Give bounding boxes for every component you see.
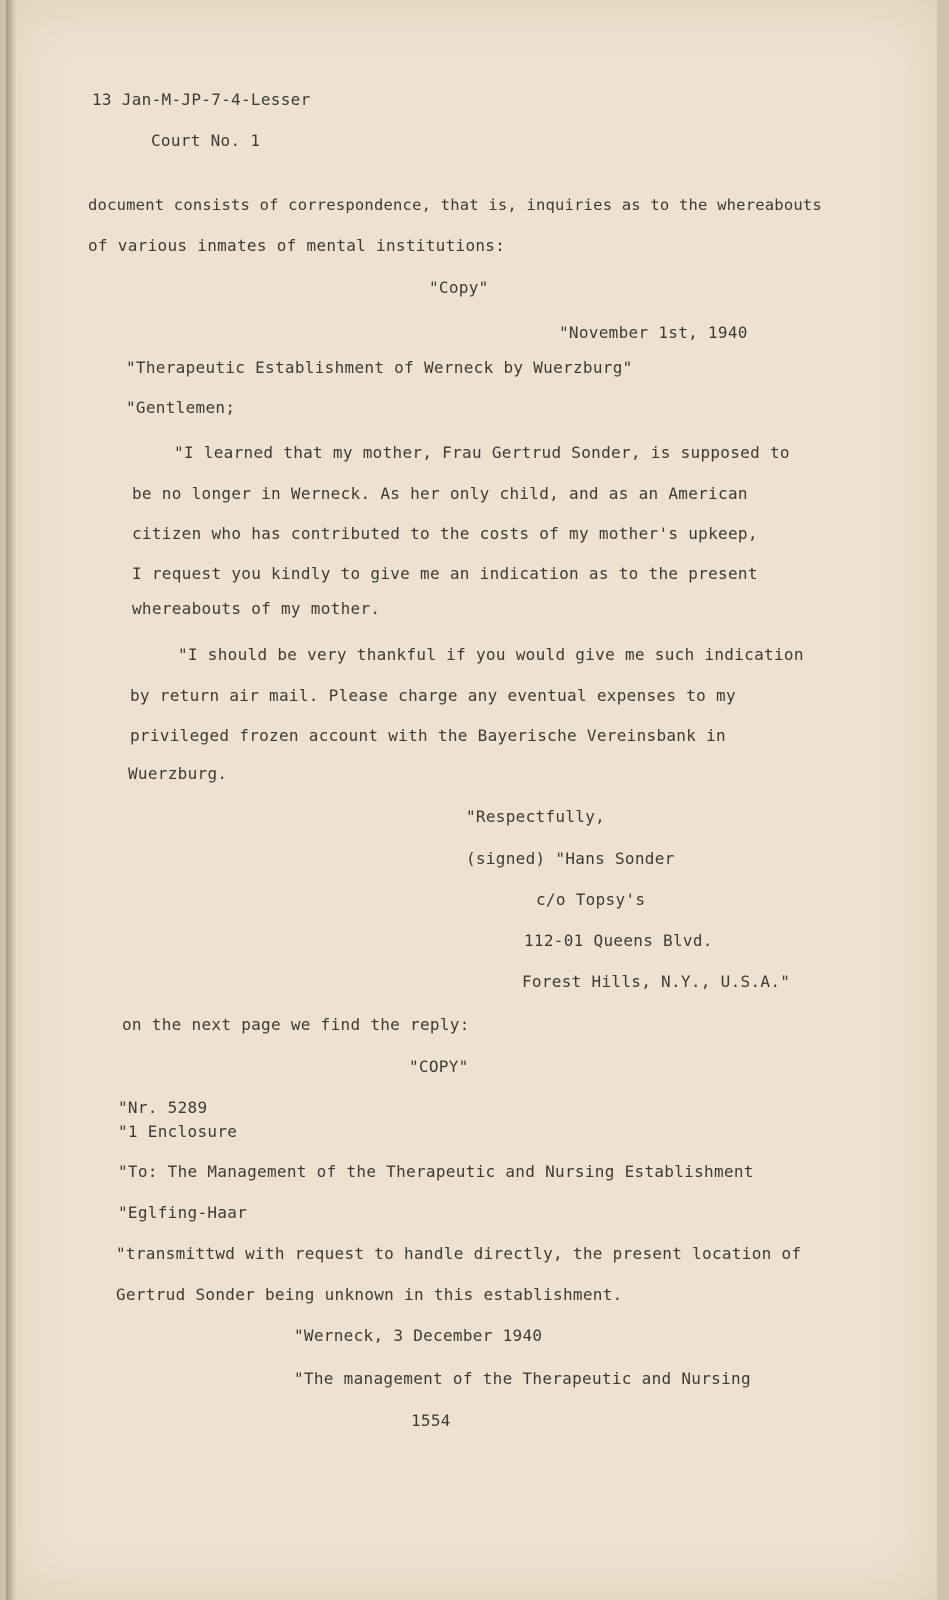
intro-line-2: of various inmates of mental institutions:: [88, 236, 506, 255]
sender-address-1: c/o Topsy's: [536, 890, 646, 909]
letter-copy-label: "Copy": [429, 278, 489, 297]
letter-salutation: "Gentlemen;: [126, 398, 236, 417]
reply-enclosure: "1 Enclosure: [118, 1122, 238, 1141]
letter-p1-line-3: citizen who has contributed to the costs of my mother's upkeep,: [132, 524, 758, 543]
letter-date: "November 1st, 1940: [559, 323, 748, 342]
letter-p2-line-2: by return air mail. Please charge any eventual expenses to my: [130, 686, 736, 705]
letter-p2-line-1: "I should be very thankful if you would give me such indication: [178, 645, 804, 664]
reply-intro: on the next page we find the reply:: [122, 1015, 470, 1034]
header-ref: 13 Jan-M-JP-7-4-Lesser: [92, 90, 311, 109]
letter-p1-line-2: be no longer in Werneck. As her only child, and as an American: [132, 484, 748, 503]
intro-line-1: document consists of correspondence, that is, inquiries as to the whereabouts: [88, 196, 822, 214]
reply-number: "Nr. 5289: [118, 1098, 208, 1117]
reply-recipient: "To: The Management of the Therapeutic and Nursing Establishment: [118, 1162, 754, 1181]
letter-p1-line-4: I request you kindly to give me an indication as to the present: [132, 564, 758, 583]
page-number: 1554: [411, 1411, 451, 1430]
reply-body-line-1: "transmittwd with request to handle directly, the present location of: [116, 1244, 802, 1263]
letter-p2-line-4: Wuerzburg.: [128, 764, 228, 783]
letter-addressee: "Therapeutic Establishment of Werneck by Wuerzburg": [126, 358, 633, 377]
document-page: [6, 0, 937, 1600]
page-edge: [6, 0, 16, 1600]
reply-copy-label: "COPY": [409, 1057, 469, 1076]
reply-date: "Werneck, 3 December 1940: [294, 1326, 543, 1345]
letter-p1-line-5: whereabouts of my mother.: [132, 599, 381, 618]
letter-closing: "Respectfully,: [466, 807, 606, 826]
sender-address-3: Forest Hills, N.Y., U.S.A.": [522, 972, 791, 991]
sender-address-2: 112-01 Queens Blvd.: [524, 931, 713, 950]
court-number: Court No. 1: [151, 131, 261, 150]
reply-signoff: "The management of the Therapeutic and Nursing: [294, 1369, 751, 1388]
reply-place: "Eglfing-Haar: [118, 1203, 248, 1222]
letter-p1-line-1: "I learned that my mother, Frau Gertrud Sonder, is supposed to: [174, 443, 790, 462]
letter-p2-line-3: privileged frozen account with the Bayerische Vereinsbank in: [130, 726, 726, 745]
reply-body-line-2: Gertrud Sonder being unknown in this establishment.: [116, 1285, 623, 1304]
letter-signature: (signed) "Hans Sonder: [466, 849, 675, 868]
